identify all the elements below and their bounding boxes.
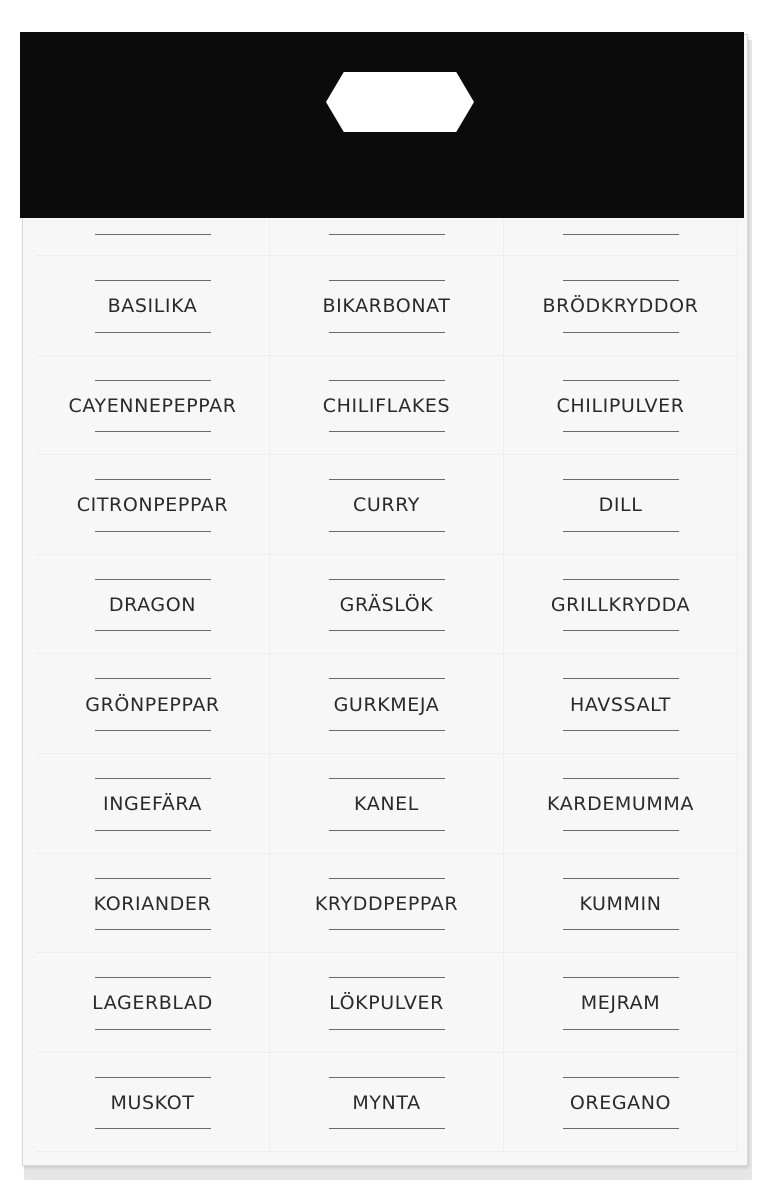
spice-label [504, 754, 738, 854]
spice-label [270, 256, 504, 356]
spice-label-text: KRYDDPEPPAR [314, 892, 459, 915]
rule-line [329, 531, 445, 532]
spice-label [504, 854, 738, 954]
rule-line [329, 1128, 445, 1129]
spice-label-text: KANEL [354, 793, 419, 816]
spice-label [504, 256, 738, 356]
hidden-label-cell [270, 218, 504, 256]
rule-line [563, 929, 679, 930]
spice-label-text: BIKARBONAT [322, 295, 451, 318]
rule-line [329, 730, 445, 731]
spice-label [36, 1053, 270, 1153]
spice-label-text: GRILLKRYDDA [550, 594, 691, 617]
hang-hole-icon [326, 72, 474, 132]
rule-line [95, 630, 211, 631]
spice-label [270, 754, 504, 854]
rule-line [95, 380, 211, 381]
spice-label [36, 356, 270, 456]
spice-label [504, 356, 738, 456]
spice-label-text: CHILIPULVER [556, 394, 685, 417]
spice-label [270, 854, 504, 954]
rule-line [329, 280, 445, 281]
spice-label-text: HAVSSALT [570, 693, 671, 716]
spice-label [504, 455, 738, 555]
spice-label [36, 953, 270, 1053]
rule-line [563, 579, 679, 580]
rule-line [329, 878, 445, 879]
spice-label [504, 1053, 738, 1153]
rule-line [329, 977, 445, 978]
spice-label-text: MEJRAM [580, 992, 661, 1015]
rule-line [95, 431, 211, 432]
rule-line [95, 878, 211, 879]
spice-label [36, 854, 270, 954]
rule-line [95, 778, 211, 779]
rule-line [563, 778, 679, 779]
spice-label [504, 953, 738, 1053]
hidden-label-cell [36, 218, 270, 256]
rule-line [563, 479, 679, 480]
rule-line [563, 878, 679, 879]
spice-label [270, 654, 504, 754]
rule-line [95, 830, 211, 831]
rule-line [563, 234, 679, 235]
rule-line [95, 730, 211, 731]
spice-label-text: LÖKPULVER [329, 992, 444, 1015]
spice-label-text: INGEFÄRA [103, 793, 202, 816]
rule-line [95, 1128, 211, 1129]
rule-line [329, 1077, 445, 1078]
spice-label-text: KORIANDER [93, 892, 212, 915]
rule-line [329, 431, 445, 432]
rule-line [329, 380, 445, 381]
rule-line [95, 1077, 211, 1078]
spice-label [270, 953, 504, 1053]
rule-line [563, 730, 679, 731]
rule-line [329, 830, 445, 831]
rule-line [563, 678, 679, 679]
spice-label-text: GURKMEJA [333, 693, 440, 716]
spice-label-text: CHILIFLAKES [322, 394, 451, 417]
rule-line [563, 1029, 679, 1030]
spice-label-text: GRÖNPEPPAR [85, 693, 220, 716]
rule-line [563, 1077, 679, 1078]
rule-line [95, 678, 211, 679]
rule-line [329, 479, 445, 480]
rule-line [95, 332, 211, 333]
spice-label [36, 256, 270, 356]
rule-line [95, 280, 211, 281]
rule-line [329, 332, 445, 333]
spice-label [36, 555, 270, 655]
rule-line [329, 630, 445, 631]
rule-line [95, 1029, 211, 1030]
spice-label [36, 455, 270, 555]
rule-line [329, 778, 445, 779]
spice-label-text: OREGANO [569, 1092, 672, 1115]
rule-line [329, 678, 445, 679]
rule-line [563, 380, 679, 381]
spice-label-text: CITRONPEPPAR [76, 494, 229, 517]
spice-label [504, 555, 738, 655]
rule-line [95, 479, 211, 480]
rule-line [563, 431, 679, 432]
spice-label [270, 356, 504, 456]
rule-line [95, 531, 211, 532]
rule-line [95, 579, 211, 580]
spice-label-text: GRÄSLÖK [339, 594, 434, 617]
spice-label-text: BASILIKA [107, 295, 198, 318]
rule-line [329, 1029, 445, 1030]
label-grid [36, 218, 738, 1153]
rule-line [563, 830, 679, 831]
rule-line [95, 929, 211, 930]
spice-label-text: DRAGON [108, 594, 197, 617]
spice-label [36, 754, 270, 854]
spice-label-text: MUSKOT [110, 1092, 195, 1115]
rule-line [95, 977, 211, 978]
spice-label-text: KUMMIN [579, 892, 662, 915]
rule-line [563, 1128, 679, 1129]
spice-label [36, 654, 270, 754]
rule-line [329, 929, 445, 930]
spice-label-text: MYNTA [352, 1092, 421, 1115]
rule-line [329, 579, 445, 580]
rule-line [95, 234, 211, 235]
spice-label-text: DILL [598, 494, 643, 517]
rule-line [563, 630, 679, 631]
spice-label [270, 1053, 504, 1153]
rule-line [563, 280, 679, 281]
spice-label [270, 455, 504, 555]
spice-label-text: BRÖDKRYDDOR [542, 295, 699, 318]
rule-line [563, 977, 679, 978]
rule-line [563, 332, 679, 333]
spice-label [504, 654, 738, 754]
spice-label-text: CAYENNEPEPPAR [68, 394, 237, 417]
rule-line [563, 531, 679, 532]
header-card [20, 32, 744, 218]
spice-label-text: KARDEMUMMA [546, 793, 695, 816]
spice-label [270, 555, 504, 655]
hidden-label-cell [504, 218, 738, 256]
spice-label-text: LAGERBLAD [92, 992, 213, 1015]
rule-line [329, 234, 445, 235]
spice-label-text: CURRY [353, 494, 420, 517]
